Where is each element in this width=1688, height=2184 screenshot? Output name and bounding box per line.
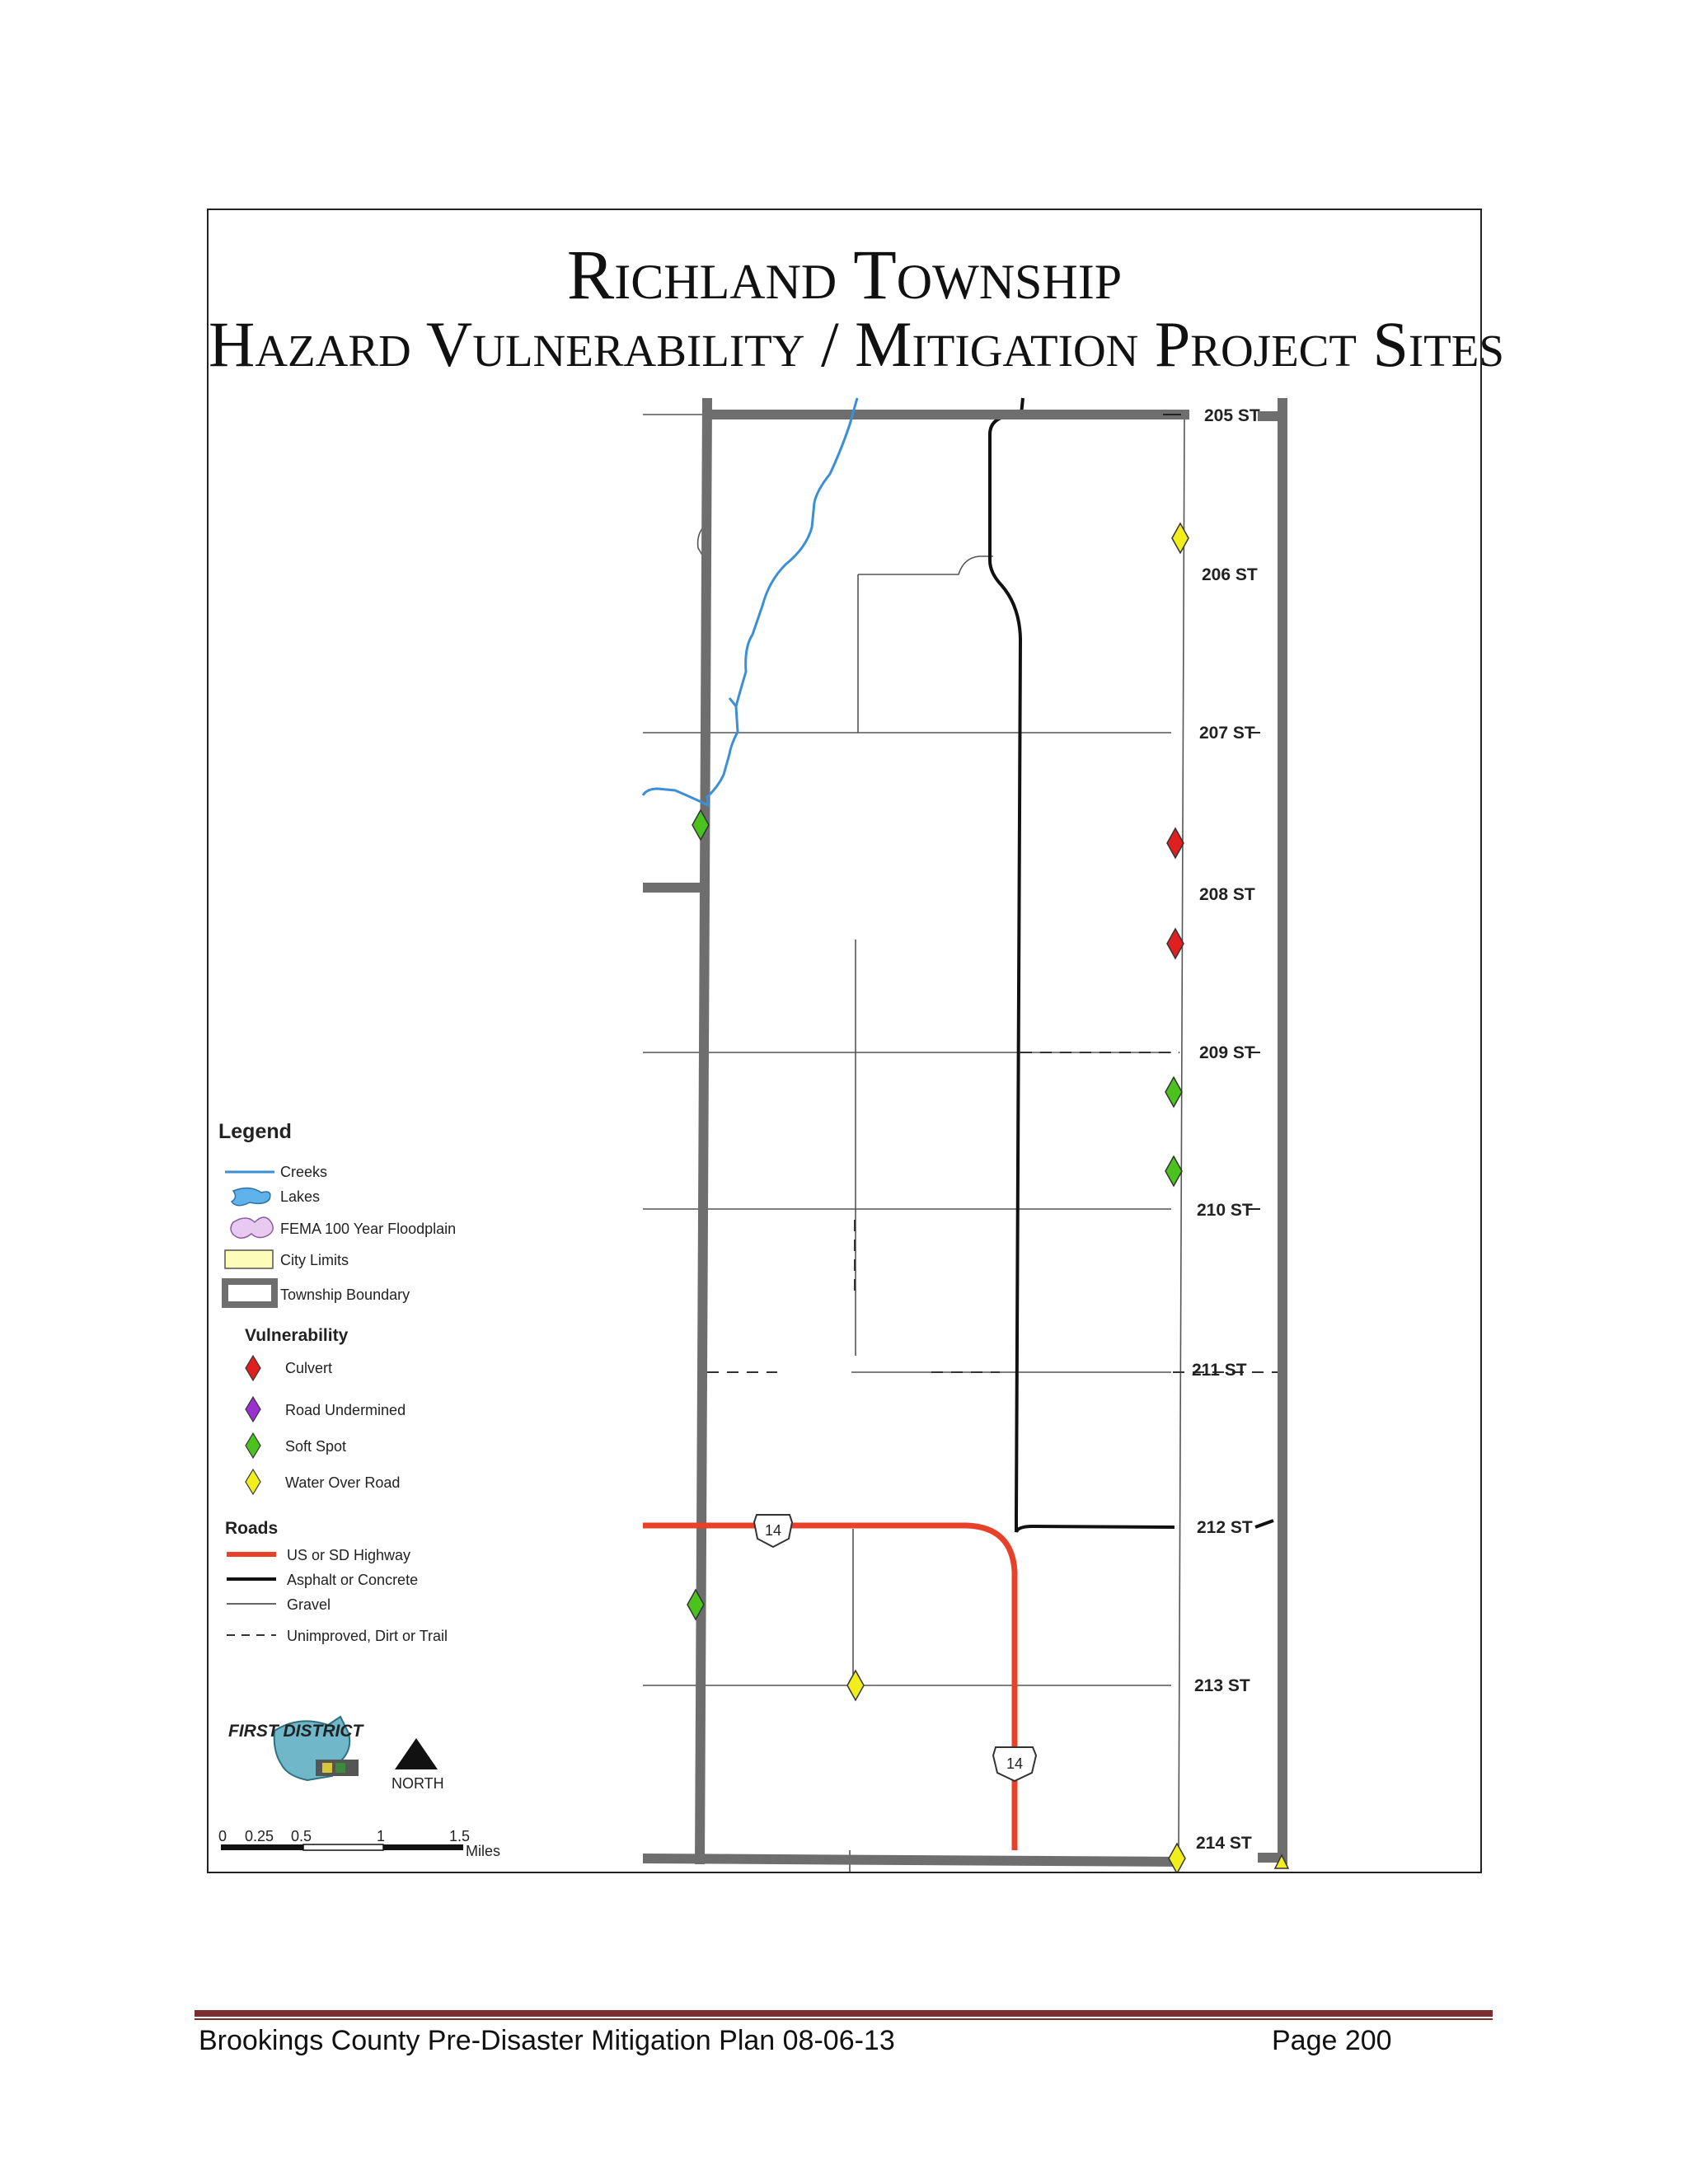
street-label-211: 211 ST bbox=[1192, 1361, 1247, 1380]
street-label-209: 209 ST bbox=[1199, 1043, 1255, 1062]
legend-item-lakes: Lakes bbox=[280, 1188, 321, 1205]
soft-spot-marker bbox=[1165, 1077, 1182, 1107]
scale-unit: Miles bbox=[466, 1843, 501, 1859]
creek bbox=[643, 398, 857, 805]
vulnerability-markers bbox=[687, 523, 1288, 1872]
legend-vulnerability-road-undermined: Road Undermined bbox=[285, 1402, 406, 1418]
creek-tributary bbox=[729, 698, 736, 706]
water-over-road-marker bbox=[1172, 523, 1189, 553]
soft-spot-icon bbox=[246, 1433, 260, 1458]
legend-road-asphalt: Asphalt or Concrete bbox=[287, 1572, 419, 1588]
soft-spot-marker bbox=[1165, 1156, 1182, 1186]
map-figure bbox=[207, 209, 1504, 1873]
water-over-road-marker bbox=[847, 1671, 864, 1700]
legend-vulnerability-water-over-road: Water Over Road bbox=[285, 1474, 401, 1491]
scale-bar bbox=[218, 1828, 500, 1859]
city-limits-icon bbox=[225, 1250, 273, 1268]
footer-document-title: Brookings County Pre-Disaster Mitigation Plan 08-06-13 bbox=[199, 2025, 895, 2056]
legend-item-township-boundary: Township Boundary bbox=[280, 1286, 410, 1303]
street-label-212: 212 ST bbox=[1197, 1518, 1253, 1537]
street-label-207: 207 ST bbox=[1199, 724, 1255, 743]
legend-item-creeks: Creeks bbox=[280, 1164, 328, 1180]
street-label-213: 213 ST bbox=[1194, 1676, 1250, 1695]
legend-item-floodplain: FEMA 100 Year Floodplain bbox=[280, 1221, 457, 1237]
street-label-210: 210 ST bbox=[1197, 1201, 1253, 1220]
scale-tick-0: 0 bbox=[218, 1828, 227, 1844]
street-label-214: 214 ST bbox=[1196, 1834, 1252, 1853]
floodplain-icon bbox=[231, 1217, 273, 1238]
map-subtitle: Hazard Vulnerability / Mitigation Project Sites bbox=[209, 308, 1504, 380]
water-over-road-marker bbox=[1169, 1844, 1185, 1872]
township-boundary bbox=[643, 398, 1282, 1864]
footer-rule-thin bbox=[195, 2018, 1493, 2020]
legend-item-city-limits: City Limits bbox=[280, 1252, 349, 1268]
scale-tick-1: 1 bbox=[377, 1828, 386, 1844]
footer-rule bbox=[195, 2010, 1493, 2017]
street-label-208: 208 ST bbox=[1199, 885, 1255, 904]
scale-tick-025: 0.25 bbox=[245, 1828, 274, 1844]
legend-vulnerability-title: Vulnerability bbox=[245, 1326, 349, 1345]
highway-shield-1 bbox=[754, 1515, 792, 1547]
legend-road-highway: US or SD Highway bbox=[287, 1547, 411, 1563]
legend-roads-title: Roads bbox=[225, 1519, 279, 1538]
water-over-road-icon bbox=[246, 1469, 260, 1494]
township-boundary-icon bbox=[225, 1282, 274, 1305]
first-district-logo bbox=[228, 1717, 364, 1780]
culvert-marker bbox=[1167, 828, 1184, 858]
lake-icon bbox=[232, 1188, 270, 1205]
highway-shield-label: 14 bbox=[764, 1522, 782, 1539]
legend bbox=[218, 1120, 500, 1859]
legend-road-unimproved: Unimproved, Dirt or Trail bbox=[287, 1628, 448, 1644]
culvert-marker bbox=[1167, 929, 1184, 958]
north-arrow bbox=[392, 1738, 444, 1792]
street-label-206: 206 ST bbox=[1202, 565, 1258, 584]
legend-vulnerability-culvert: Culvert bbox=[285, 1360, 333, 1376]
footer-page-number: Page 200 bbox=[1272, 2025, 1392, 2056]
unimproved-roads bbox=[707, 1052, 1280, 1372]
legend-road-gravel: Gravel bbox=[287, 1596, 331, 1613]
street-label-205: 205 ST bbox=[1204, 406, 1260, 425]
highway-shield-label: 14 bbox=[1006, 1755, 1024, 1772]
legend-vulnerability-soft-spot: Soft Spot bbox=[285, 1438, 347, 1455]
scale-tick-05: 0.5 bbox=[291, 1828, 312, 1844]
road-undermined-icon bbox=[246, 1397, 260, 1422]
north-label: NORTH bbox=[392, 1775, 444, 1792]
culvert-icon bbox=[246, 1356, 260, 1380]
gravel-roads bbox=[643, 415, 1184, 1872]
map-canvas bbox=[209, 210, 1504, 1872]
highway-shield-2 bbox=[993, 1747, 1036, 1781]
logo-text: FIRST DISTRICT bbox=[228, 1722, 363, 1741]
legend-title: Legend bbox=[218, 1120, 292, 1143]
map-title: Richland Township bbox=[566, 235, 1123, 314]
street-labels bbox=[1163, 406, 1260, 1853]
scale-tick-15: 1.5 bbox=[449, 1828, 471, 1844]
